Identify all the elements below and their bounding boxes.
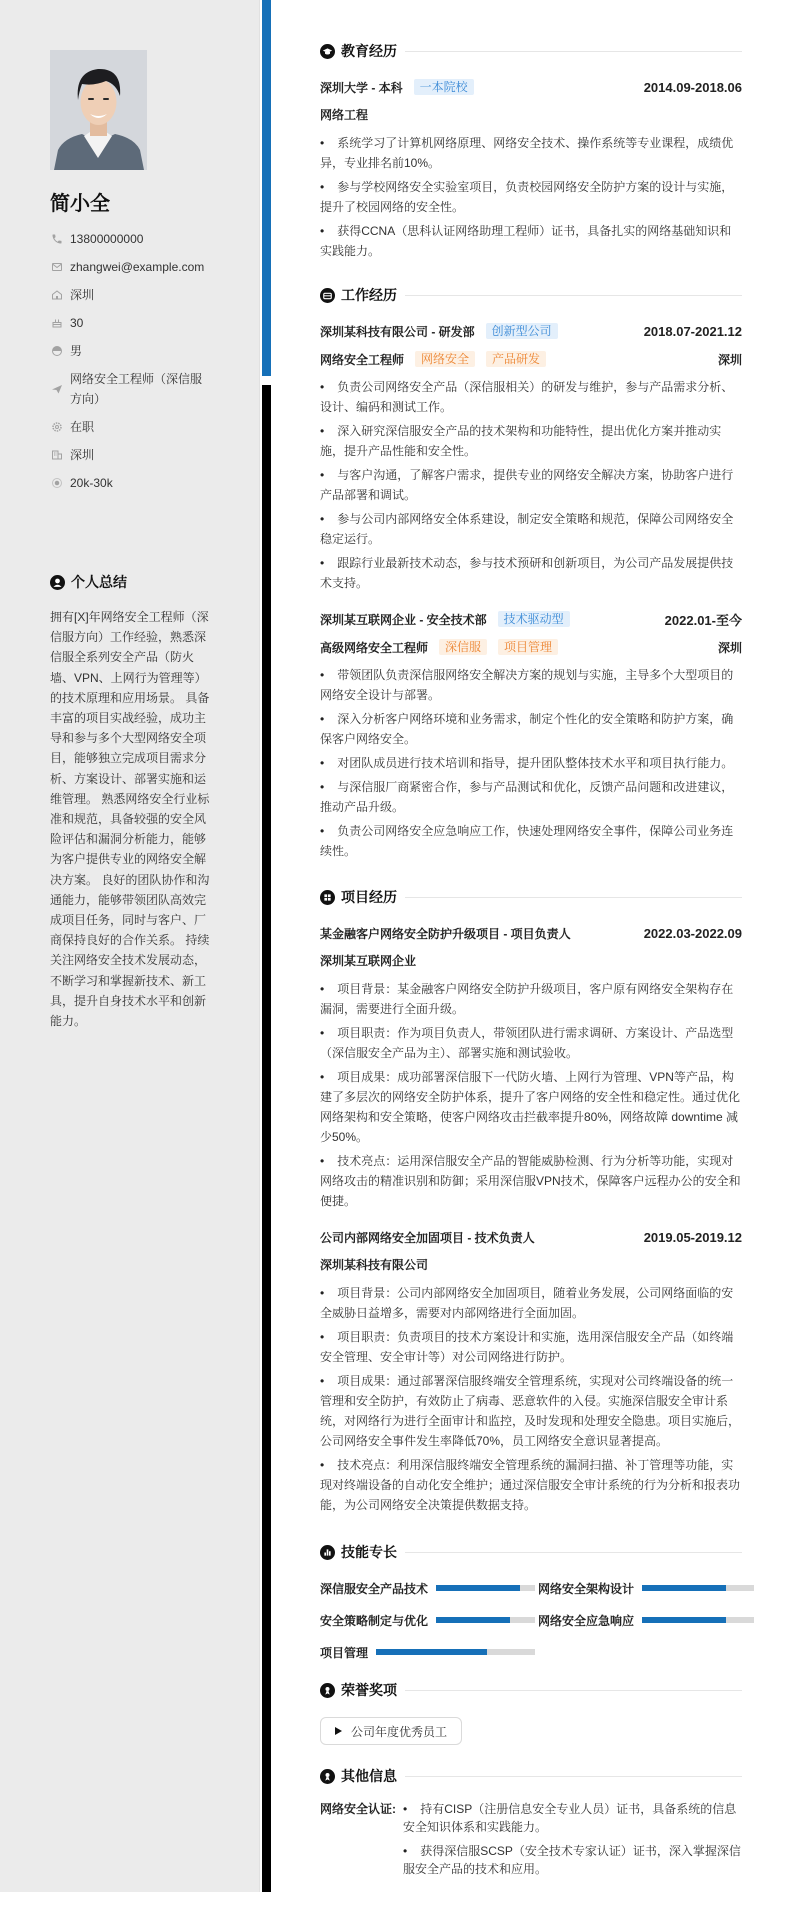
school-tag: 一本院校 xyxy=(414,79,474,95)
email-value: zhangwei@example.com xyxy=(70,260,205,274)
section-title: 项目经历 xyxy=(341,889,397,905)
skill-item xyxy=(538,1578,754,1598)
main-content xyxy=(320,41,742,1905)
work-location: 深圳 xyxy=(717,640,742,655)
bullet-item: • 技术亮点：利用深信服终端安全管理系统的漏洞扫描、补丁管理等功能，实现对终端设备的自动化安全维护；通过深信服安全审计系统的行为分析和报表功能，为公司网络安全决策提供数据支持。 xyxy=(320,1455,742,1515)
summary-header xyxy=(50,572,127,592)
skill-bar xyxy=(642,1617,754,1623)
cake-icon xyxy=(50,316,64,330)
certification-row xyxy=(320,1800,742,1879)
project-company: 深圳某互联网企业 xyxy=(320,954,417,968)
summary-text: 拥有[X]年网络安全工程师（深信服方向）工作经验，熟悉深信服全系列安全产品（防火墙、VPN、上网行为管理等）的技术原理和应用场景。 具备丰富的项目实战经验，成功主导和参与多个大型网络安全项目，能够独立完成项目需求分析、方案设计、部署实施和运维管理。 熟悉网络安全行业标准和规范，具备较强的安全风险评估和漏洞分析能力，能够为客户提供专业的网络安全解决方案。 良好的团队协作和沟通能力，能够带领团队高效完成项目任务，同时与客户、厂商保持良好的合作关系。 持续关注网络安全技术发展动态，不断学习和掌握新技术、新工具，提升自身技术水平和创新能力。 xyxy=(50,610,210,1029)
work-role-row xyxy=(320,349,742,369)
status-value: 在职 xyxy=(70,420,95,434)
contact-status xyxy=(50,417,210,437)
award-item[interactable] xyxy=(320,1717,462,1745)
work-role-row xyxy=(320,637,742,657)
bullet-item: • 深入研究深信服安全产品的技术架构和功能特性，提出优化方案并推动实施，提升产品性能和安全性。 xyxy=(320,421,742,461)
work-entry xyxy=(320,609,742,861)
work-company-row xyxy=(320,609,742,629)
bullet-item: • 项目职责：作为项目负责人，带领团队进行需求调研、方案设计、产品选型（深信服安全产品为主）、部署实施和测试验收。 xyxy=(320,1023,742,1063)
bar-chart-icon xyxy=(320,1545,335,1560)
section-title: 工作经历 xyxy=(341,287,397,303)
education-bullets xyxy=(320,133,742,261)
skill-item xyxy=(320,1578,535,1598)
skill-bar xyxy=(642,1585,754,1591)
age-value: 30 xyxy=(70,316,84,330)
graduation-cap-icon xyxy=(320,44,335,59)
bullet-item: • 负责公司网络安全产品（深信服相关）的研发与维护，参与产品需求分析、设计、编码和测试工作。 xyxy=(320,377,742,417)
skills-grid xyxy=(320,1578,754,1662)
send-icon xyxy=(50,382,64,396)
work-bullets xyxy=(320,665,742,861)
certification-label: 网络安全认证: xyxy=(320,1801,396,1816)
bullet-item: • 项目背景：某金融客户网络安全防护升级项目，客户原有网络安全架构存在漏洞，需要进行全面升级。 xyxy=(320,979,742,1019)
skill-bar-fill xyxy=(642,1617,726,1623)
salary-icon xyxy=(50,476,64,490)
section-divider xyxy=(405,51,742,52)
education-date: 2014.09-2018.06 xyxy=(643,79,742,95)
user-icon xyxy=(50,575,65,590)
skill-label: 安全策略制定与优化 xyxy=(320,1613,429,1628)
bullet-item: • 项目背景：公司内部网络安全加固项目，随着业务发展，公司网络面临的安全威胁日益增多，需要对内部网络进行全面加固。 xyxy=(320,1283,742,1323)
work-entry xyxy=(320,321,742,593)
contact-target-city xyxy=(50,445,210,465)
contact-phone xyxy=(50,229,210,249)
company-name: 深圳某科技有限公司 - 研发部 xyxy=(320,324,475,339)
section-title: 其他信息 xyxy=(341,1768,397,1784)
company-tag: 创新型公司 xyxy=(486,323,558,339)
skill-bar xyxy=(436,1585,535,1591)
work-company-group xyxy=(320,611,570,628)
bullet-item: • 系统学习了计算机网络原理、网络安全技术、操作系统等专业课程，成绩优异，专业排名前10%。 xyxy=(320,133,742,173)
skill-bar xyxy=(436,1617,535,1623)
contact-gender xyxy=(50,341,210,361)
project-bullets xyxy=(320,979,742,1211)
grid-icon xyxy=(320,890,335,905)
contact-job-intention xyxy=(50,369,210,409)
contact-age xyxy=(50,313,210,333)
skill-bar-fill xyxy=(376,1649,487,1655)
bullet-item: • 与深信服厂商紧密合作，参与产品测试和优化，反馈产品问题和改进建议，推动产品升级。 xyxy=(320,777,742,817)
phone-value: 13800000000 xyxy=(70,232,144,246)
education-entry xyxy=(320,77,742,261)
role-tag: 项目管理 xyxy=(498,639,558,655)
section-header-skills xyxy=(320,1542,742,1562)
bullet-item: • 深入分析客户网络环境和业务需求，制定个性化的安全策略和防护方案，确保客户网络安全。 xyxy=(320,709,742,749)
salary-value: 20k-30k xyxy=(70,476,113,490)
briefcase-icon xyxy=(320,288,335,303)
residence-value: 深圳 xyxy=(70,288,95,302)
project-title-row xyxy=(320,923,742,943)
info-award-icon xyxy=(320,1769,335,1784)
bullet-item: • 负责公司网络安全应急响应工作，快速处理网络安全事件，保障公司业务连续性。 xyxy=(320,821,742,861)
bullet-item: • 带领团队负责深信服网络安全解决方案的规划与实施，主导多个大型项目的网络安全设计与部署。 xyxy=(320,665,742,705)
project-date: 2022.03-2022.09 xyxy=(643,925,742,941)
summary-title: 个人总结 xyxy=(71,574,127,590)
project-name: 公司内部网络安全加固项目 - 技术负责人 xyxy=(320,1230,535,1245)
gender-value: 男 xyxy=(70,344,83,358)
project-date: 2019.05-2019.12 xyxy=(643,1229,742,1245)
bullet-item: • 技术亮点：运用深信服安全产品的智能威胁检测、行为分析等功能，实现对网络攻击的精准识别和防御；采用深信服VPN技术，保障客户远程办公的安全和便捷。 xyxy=(320,1151,742,1211)
bullet-item: • 获得CCNA（思科认证网络助理工程师）证书，具备扎实的网络基础知识和实践能力。 xyxy=(320,221,742,261)
skill-bar-fill xyxy=(436,1617,510,1623)
bullet-item: • 参与学校网络安全实验室项目，负责校园网络安全防护方案的设计与实施，提升了校园网络的安全性。 xyxy=(320,177,742,217)
work-company-row xyxy=(320,321,742,341)
section-divider xyxy=(405,1552,742,1553)
section-divider xyxy=(405,1776,742,1777)
skill-item xyxy=(320,1610,535,1630)
profile-photo xyxy=(50,50,147,170)
skill-label: 深信服安全产品技术 xyxy=(320,1581,429,1596)
award-icon xyxy=(320,1683,335,1698)
education-title-group xyxy=(320,79,474,96)
skill-bar-fill xyxy=(436,1585,520,1591)
work-date: 2022.01-至今 xyxy=(664,612,742,628)
section-divider xyxy=(405,897,742,898)
skill-item xyxy=(538,1610,754,1630)
section-header-awards xyxy=(320,1680,742,1700)
section-education xyxy=(320,41,742,261)
contact-list xyxy=(50,229,210,501)
role-tag: 网络安全 xyxy=(415,351,475,367)
project-entry xyxy=(320,1227,742,1515)
phone-icon xyxy=(50,232,64,246)
portrait-image xyxy=(50,50,147,170)
section-header-projects xyxy=(320,887,742,907)
school-name: 深圳大学 - 本科 xyxy=(320,80,403,95)
education-title-row xyxy=(320,77,742,97)
section-divider xyxy=(405,1690,742,1691)
contact-salary xyxy=(50,473,210,493)
accent-strip xyxy=(262,0,271,376)
target-city-value: 深圳 xyxy=(70,448,95,462)
role-tag: 深信服 xyxy=(439,639,487,655)
project-company: 深圳某科技有限公司 xyxy=(320,1258,429,1272)
section-skills xyxy=(320,1542,742,1662)
section-work xyxy=(320,285,742,861)
major: 网络工程 xyxy=(320,108,369,122)
skill-label: 网络安全应急响应 xyxy=(538,1613,635,1628)
bullet-item: • 与客户沟通，了解客户需求，提供专业的网络安全解决方案，协助客户进行产品部署和调试。 xyxy=(320,465,742,505)
work-role-group xyxy=(320,639,558,656)
dark-strip xyxy=(262,385,271,1892)
skill-bar xyxy=(376,1649,535,1655)
building-icon xyxy=(50,448,64,462)
project-title-row xyxy=(320,1227,742,1247)
section-title: 荣誉奖项 xyxy=(341,1682,397,1698)
company-name: 深圳某互联网企业 - 安全技术部 xyxy=(320,612,487,627)
certification-list xyxy=(403,1800,742,1879)
project-entry xyxy=(320,923,742,1211)
section-other xyxy=(320,1766,742,1879)
skill-label: 项目管理 xyxy=(320,1645,369,1660)
work-role-group xyxy=(320,351,546,368)
skill-label: 网络安全架构设计 xyxy=(538,1581,635,1596)
bullet-item: • 对团队成员进行技术培训和指导，提升团队整体技术水平和项目执行能力。 xyxy=(320,753,742,773)
skill-bar-fill xyxy=(642,1585,726,1591)
bullet-item: • 获得深信服SCSP（安全技术专家认证）证书，深入掌握深信服安全产品的技术和应用。 xyxy=(403,1842,742,1879)
caret-right-icon xyxy=(335,1727,342,1735)
section-header-other xyxy=(320,1766,742,1786)
work-date: 2018.07-2021.12 xyxy=(643,323,742,339)
work-company-group xyxy=(320,323,558,340)
job-role: 高级网络安全工程师 xyxy=(320,640,429,655)
home-icon xyxy=(50,288,64,302)
section-title: 技能专长 xyxy=(341,1544,397,1560)
job-intention-value: 网络安全工程师（深信服方向） xyxy=(70,372,203,406)
gender-icon xyxy=(50,344,64,358)
work-bullets xyxy=(320,377,742,593)
bullet-item: • 项目成果：通过部署深信服终端安全管理系统，实现对公司终端设备的统一管理和安全防护，有效防止了病毒、恶意软件的入侵。实施深信服安全审计系统，对网络行为进行全面审计和监控，及时发现和处理安全隐患。项目实施后，公司网络安全事件发生率降低70%，员工网络安全意识显著提高。 xyxy=(320,1371,742,1451)
mail-icon xyxy=(50,260,64,274)
bullet-item: • 项目成果：成功部署深信服下一代防火墙、上网行为管理、VPN等产品，构建了多层次的网络安全防护体系，提升了客户网络的安全性和稳定性。通过优化网络架构和安全策略，使客户网络攻击拦截率提升80%，网络故障 downtime 减少50%。 xyxy=(320,1067,742,1147)
section-title: 教育经历 xyxy=(341,43,397,59)
section-header-work xyxy=(320,285,742,305)
contact-email xyxy=(50,257,210,277)
role-tag: 产品研发 xyxy=(486,351,546,367)
bullet-item: • 持有CISP（注册信息安全专业人员）证书，具备系统的信息安全知识体系和实践能力。 xyxy=(403,1800,742,1837)
section-header-education xyxy=(320,41,742,61)
project-bullets xyxy=(320,1283,742,1515)
bullet-item: • 参与公司内部网络安全体系建设，制定安全策略和规范，保障公司网络安全稳定运行。 xyxy=(320,509,742,549)
section-projects xyxy=(320,887,742,1515)
job-role: 网络安全工程师 xyxy=(320,352,405,367)
work-location: 深圳 xyxy=(717,352,742,367)
section-awards xyxy=(320,1680,742,1745)
bullet-item: • 项目职责：负责项目的技术方案设计和实施，选用深信服安全产品（如终端安全管理、安全审计等）对公司网络进行防护。 xyxy=(320,1327,742,1367)
award-label: 公司年度优秀员工 xyxy=(351,1724,448,1739)
project-name: 某金融客户网络安全防护升级项目 - 项目负责人 xyxy=(320,926,571,941)
section-divider xyxy=(405,295,742,296)
settings-icon xyxy=(50,420,64,434)
contact-residence xyxy=(50,285,210,305)
company-tag: 技术驱动型 xyxy=(498,611,570,627)
bullet-item: • 跟踪行业最新技术动态，参与技术预研和创新项目，为公司产品发展提供技术支持。 xyxy=(320,553,742,593)
candidate-name: 简小全 xyxy=(50,193,110,215)
sidebar xyxy=(0,0,260,1892)
skill-item xyxy=(320,1642,535,1662)
